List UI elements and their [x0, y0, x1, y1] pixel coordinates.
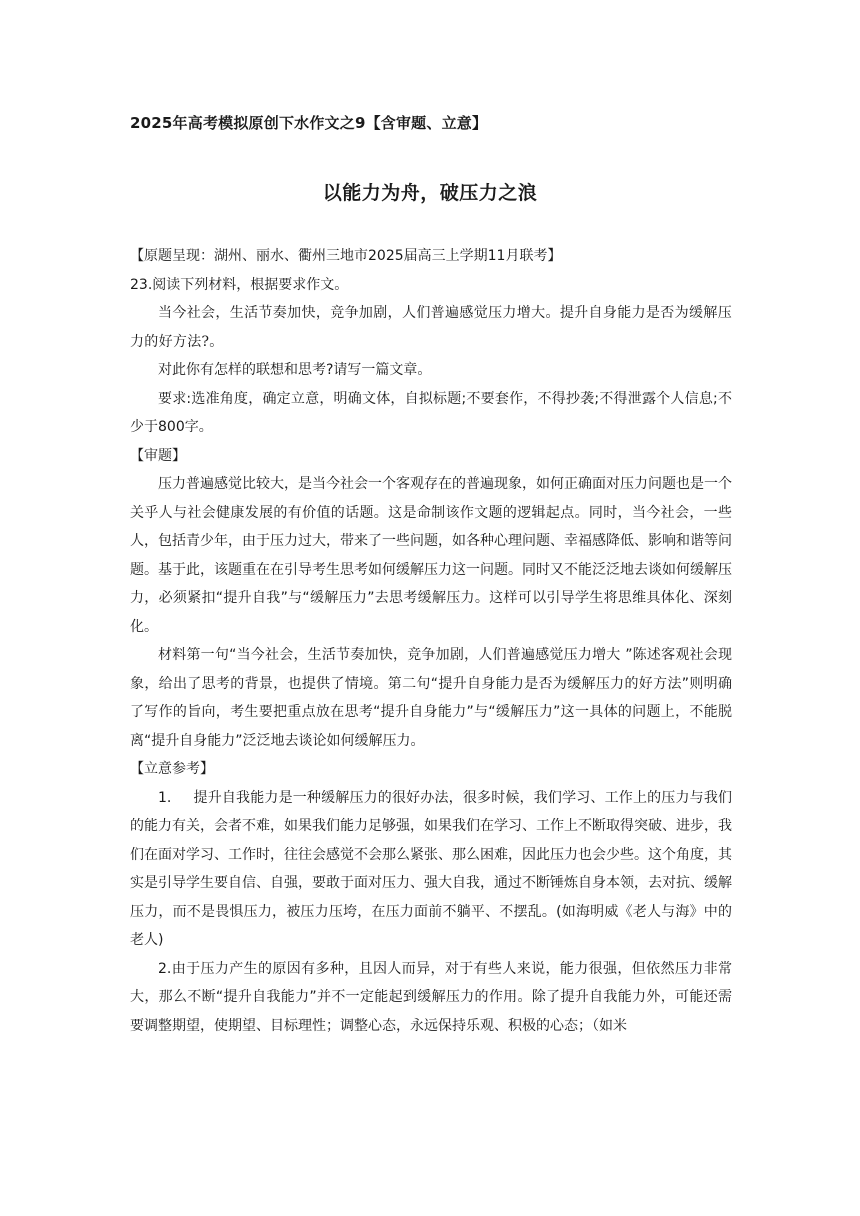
shenti-paragraph-1: 压力普遍感觉比较大，是当今社会一个客观存在的普遍现象，如何正确面对压力问题也是一个关乎人与社会健康发展的有价值的话题。这是命制该作文题的逻辑起点。同时，当今社会，一些人，包括青少年，由于压力过大，带来了一些问题，如各种心理问题、幸福感降低、影响和谐等问题。基于此，该题重在在引导考生思考如何缓解压力这一问题。同时又不能泛泛地去谈如何缓解压力，必须紧扣“提升自我”与“缓解压力”去思考缓解压力。这样可以引导学生将思维具体化、深刻化。 [130, 476, 732, 635]
document-body [130, 242, 732, 1040]
liyi-point-2: 2.由于压力产生的原因有多种，且因人而异，对于有些人来说，能力很强，但依然压力非常大，那么不断“提升自我能力”并不一定能起到缓解压力的作用。除了提升自我能力外，可能还需要调整期望，使期望、目标理性；调整心态，永远保持乐观、积极的心态；（如米 [130, 960, 732, 1034]
essay-title: 以能力为舟，破压力之浪 [322, 182, 538, 204]
source-line: 【原题呈现：湖州、丽水、衢州三地市2025届高三上学期11月联考】 [130, 248, 562, 264]
requirements-text: 要求:选准角度，确定立意，明确文体，自拟标题;不要套作，不得抄袭;不得泄露个人信息;不少于800字。 [130, 390, 732, 435]
writing-prompt: 对此你有怎样的联想和思考?请写一篇文章。 [158, 362, 432, 378]
shenti-paragraph-2: 材料第一句“当今社会，生活节奏加快，竞争加剧，人们普遍感觉压力增大 ”陈述客观社会现象，给出了思考的背景，也提供了情境。第二句“提升自身能力是否为缓解压力的好方法”则明确了写作的旨向，考生要把重点放在思考“提升自身能力”与“缓解压力”这一具体的问题上，不能脱离“提升自身能力”泛泛地去谈论如何缓解压力。 [130, 647, 732, 749]
question-intro: 23.阅读下列材料，根据要求作文。 [130, 276, 349, 293]
liyi-label: 【立意参考】 [130, 761, 214, 777]
liyi-point-1 [130, 784, 732, 955]
document-heading: 2025年高考模拟原创下水作文之9【含审题、立意】 [130, 114, 488, 132]
shenti-label: 【审题】 [130, 447, 186, 464]
material-text: 当今社会，生活节奏加快，竞争加剧，人们普遍感觉压力增大。提升自身能力是否为缓解压力的好方法?。 [130, 305, 732, 350]
liyi-point-1-number: 1. [158, 789, 172, 806]
liyi-point-1-text: 提升自我能力是一种缓解压力的很好办法，很多时候，我们学习、工作上的压力与我们的能力有关，会者不难，如果我们能力足够强，如果我们在学习、工作上不断取得突破、进步，我们在面对学习、工作时，往往会感觉不会那么紧张、那么困难，因此压力也会少些。这个角度，其实是引导学生要自信、自强，要敢于面对压力、强大自我，通过不断锤炼自身本领，去对抗、缓解压力，而不是畏惧压力，被压力压垮，在压力面前不躺平、不摆乱。(如海明威《老人与海》中的老人) [130, 789, 732, 948]
